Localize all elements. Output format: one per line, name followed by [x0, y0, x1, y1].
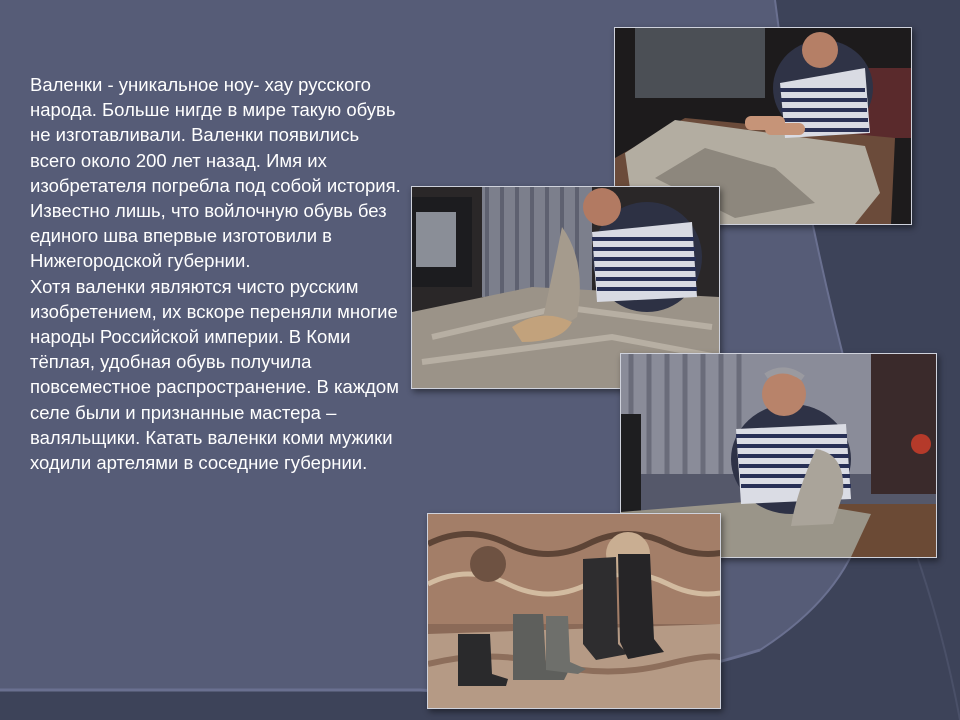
photo-felt-boots	[427, 513, 721, 709]
paragraph-1: Валенки - уникальное ноу- хау русского народа. Больше нигде в мире такую обувь не изготавливали. Валенки появились всего около 200 лет назад. Имя их изобретателя погребла под собой история. Известно лишь, что войлочную обувь без единого шва впервые изготовили в Нижегородской губернии.	[30, 74, 401, 272]
slide-body-text	[30, 72, 410, 475]
paragraph-2: Хотя валенки являются чисто русским изобретением, их вскоре переняли многие народы Российской империи. В Коми тёплая, удобная обувь получила повсеместное распространение. В каждом селе были и признанные мастера – валяльщики. Катать валенки коми мужики ходили артелями в соседние губернии.	[30, 275, 399, 474]
